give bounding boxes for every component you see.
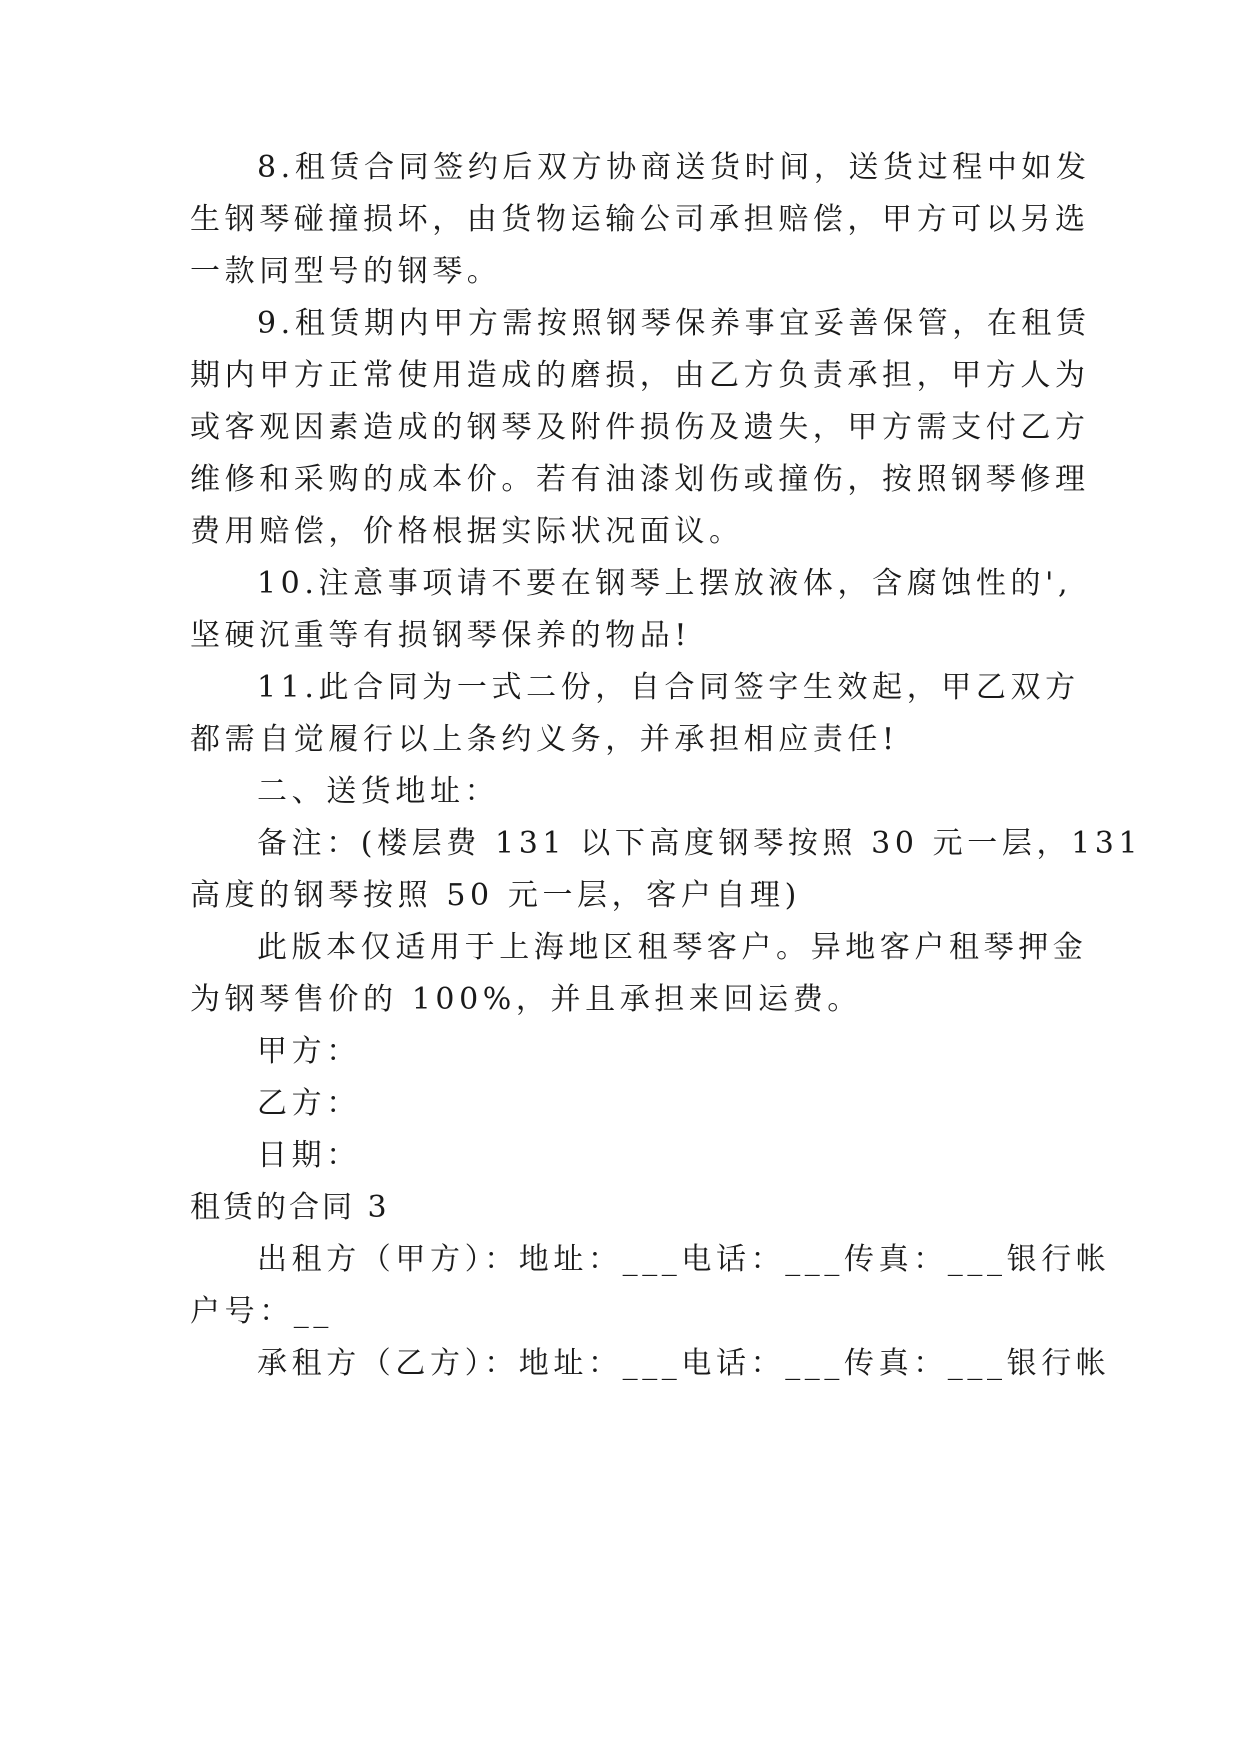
text-line: 8.租赁合同签约后双方协商送货时间，送货过程中如发 — [257, 150, 1091, 185]
text-line: 户号：__ — [190, 1294, 333, 1329]
text-line: 费用赔偿，价格根据实际状况面议。 — [190, 514, 744, 549]
text-line: 9.租赁期内甲方需按照钢琴保养事宜妥善保管，在租赁 — [257, 306, 1091, 341]
text-line: 高度的钢琴按照 50 元一层，客户自理) — [190, 878, 801, 913]
text-line: 生钢琴碰撞损坏，由货物运输公司承担赔偿，甲方可以另选 — [190, 202, 1090, 237]
party-a-label: 甲方： — [257, 1034, 361, 1069]
text-line: 备注：(楼层费 131 以下高度钢琴按照 30 元一层，131 — [257, 826, 1143, 861]
text-line: 10.注意事项请不要在钢琴上摆放液体，含腐蚀性的', — [257, 566, 1073, 601]
date-label: 日期： — [257, 1138, 361, 1173]
text-line: 承租方（乙方）：地址：___电话：___传真：___银行帐 — [257, 1346, 1111, 1381]
text-line: 都需自觉履行以上条约义务，并承担相应责任! — [190, 722, 899, 757]
text-line: 此版本仅适用于上海地区租琴客户。异地客户租琴押金 — [257, 930, 1088, 965]
section-heading: 二、送货地址： — [257, 774, 500, 809]
text-line: 坚硬沉重等有损钢琴保养的物品! — [190, 618, 692, 653]
text-line: 出租方（甲方）：地址：___电话：___传真：___银行帐 — [257, 1242, 1111, 1277]
text-line: 11.此合同为一式二份，自合同签字生效起，甲乙双方 — [257, 670, 1080, 705]
text-line: 期内甲方正常使用造成的磨损，由乙方负责承担，甲方人为 — [190, 358, 1090, 393]
text-line: 一款同型号的钢琴。 — [190, 254, 502, 289]
text-line: 或客观因素造成的钢琴及附件损伤及遗失，甲方需支付乙方 — [190, 410, 1090, 445]
party-b-label: 乙方： — [257, 1086, 361, 1121]
contract-title: 租赁的合同 3 — [190, 1190, 390, 1225]
text-line: 维修和采购的成本价。若有油漆划伤或撞伤，按照钢琴修理 — [190, 462, 1090, 497]
text-line: 为钢琴售价的 100%，并且承担来回运费。 — [190, 982, 862, 1017]
